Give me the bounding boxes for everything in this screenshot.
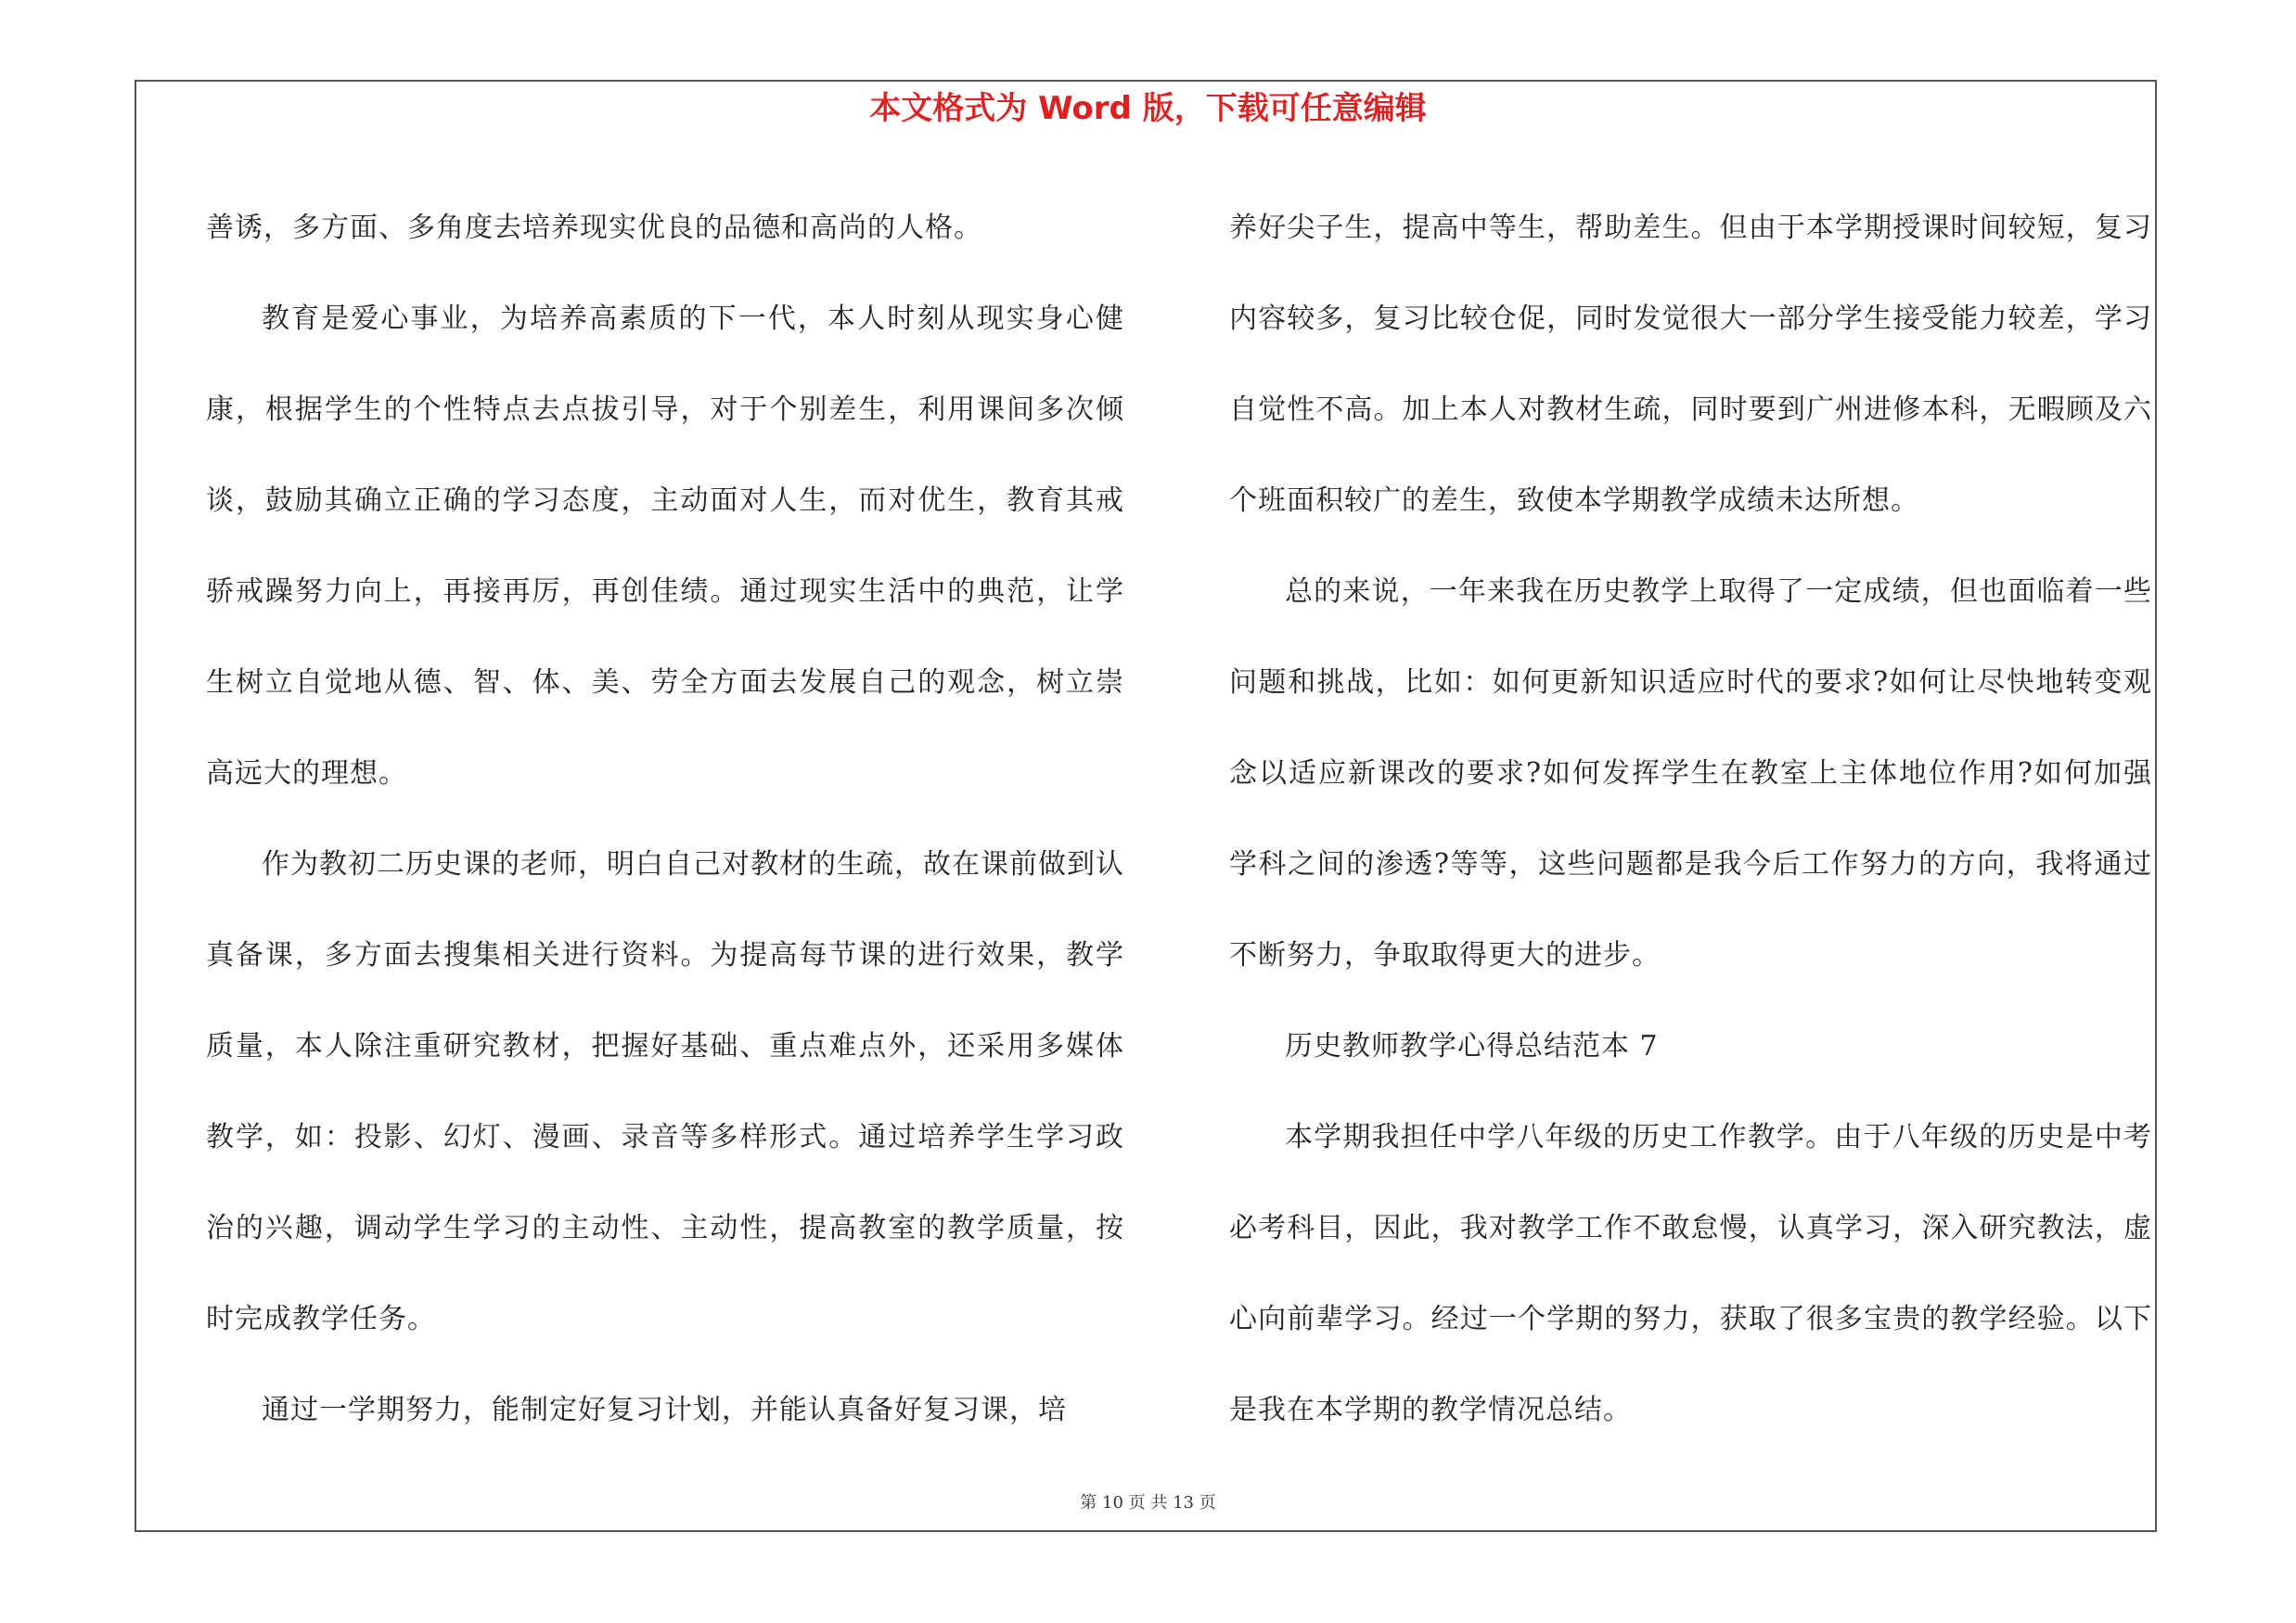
paragraph: 教育是爱心事业，为培养高素质的下一代，本人时刻从现实身心健康，根据学生的个性特点去点拔引导，对于个别差生，利用课间多次倾谈，鼓励其确立正确的学习态度，主动面对人生，而对优生，教育其戒骄戒躁努力向上，再接再厉，再创佳绩。通过现实生活中的典范，让学生树立自觉地从德、智、体、美、劳全方面去发展自己的观念，树立崇高远大的理想。 [206, 303, 1124, 790]
page-number-footer: 第 10 页 共 13 页 [1080, 1493, 1216, 1513]
paragraph: 养好尖子生，提高中等生，帮助差生。但由于本学期授课时间较短，复习内容较多，复习比较仓促，同时发觉很大一部分学生接受能力较差，学习自觉性不高。加上本人对教材生疏，同时要到广州进修本科，无暇顾及六个班面积较广的差生，致使本学期教学成绩未达所想。 [1229, 212, 2152, 517]
paragraph: 通过一学期努力，能制定好复习计划，并能认真备好复习课，培 [262, 1394, 1067, 1426]
paragraph: 总的来说，一年来我在历史教学上取得了一定成绩，但也面临着一些问题和挑战，比如：如何更新知识适应时代的要求?如何让尽快地转变观念以适应新课改的要求?如何发挥学生在教室上主体地位作用?如何加强学科之间的渗透?等等，这些问题都是我今后工作努力的方向，我将通过不断努力，争取取得更大的进步。 [1229, 575, 2152, 972]
paragraph: 善诱，多方面、多角度去培养现实优良的品德和高尚的人格。 [206, 212, 982, 244]
left-column [206, 183, 1124, 1456]
paragraph: 作为教初二历史课的老师，明白自己对教材的生疏，故在课前做到认真备课，多方面去搜集相关进行资料。为提高每节课的进行效果，教学质量，本人除注重研究教材，把握好基础、重点难点外，还采用多媒体教学，如：投影、幻灯、漫画、录音等多样形式。通过培养学生学习政治的兴趣，调动学生学习的主动性、主动性，提高教室的教学质量，按时完成教学任务。 [206, 848, 1124, 1335]
paragraph: 本学期我担任中学八年级的历史工作教学。由于八年级的历史是中考必考科目，因此，我对教学工作不敢怠慢，认真学习，深入研究教法，虚心向前辈学习。经过一个学期的努力，获取了很多宝贵的教学经验。以下是我在本学期的教学情况总结。 [1229, 1121, 2152, 1426]
header-banner: 本文格式为 Word 版，下载可任意编辑 [869, 90, 1427, 127]
right-column [1229, 183, 2152, 1456]
section-heading: 历史教师教学心得总结范本 7 [1285, 1030, 1659, 1063]
